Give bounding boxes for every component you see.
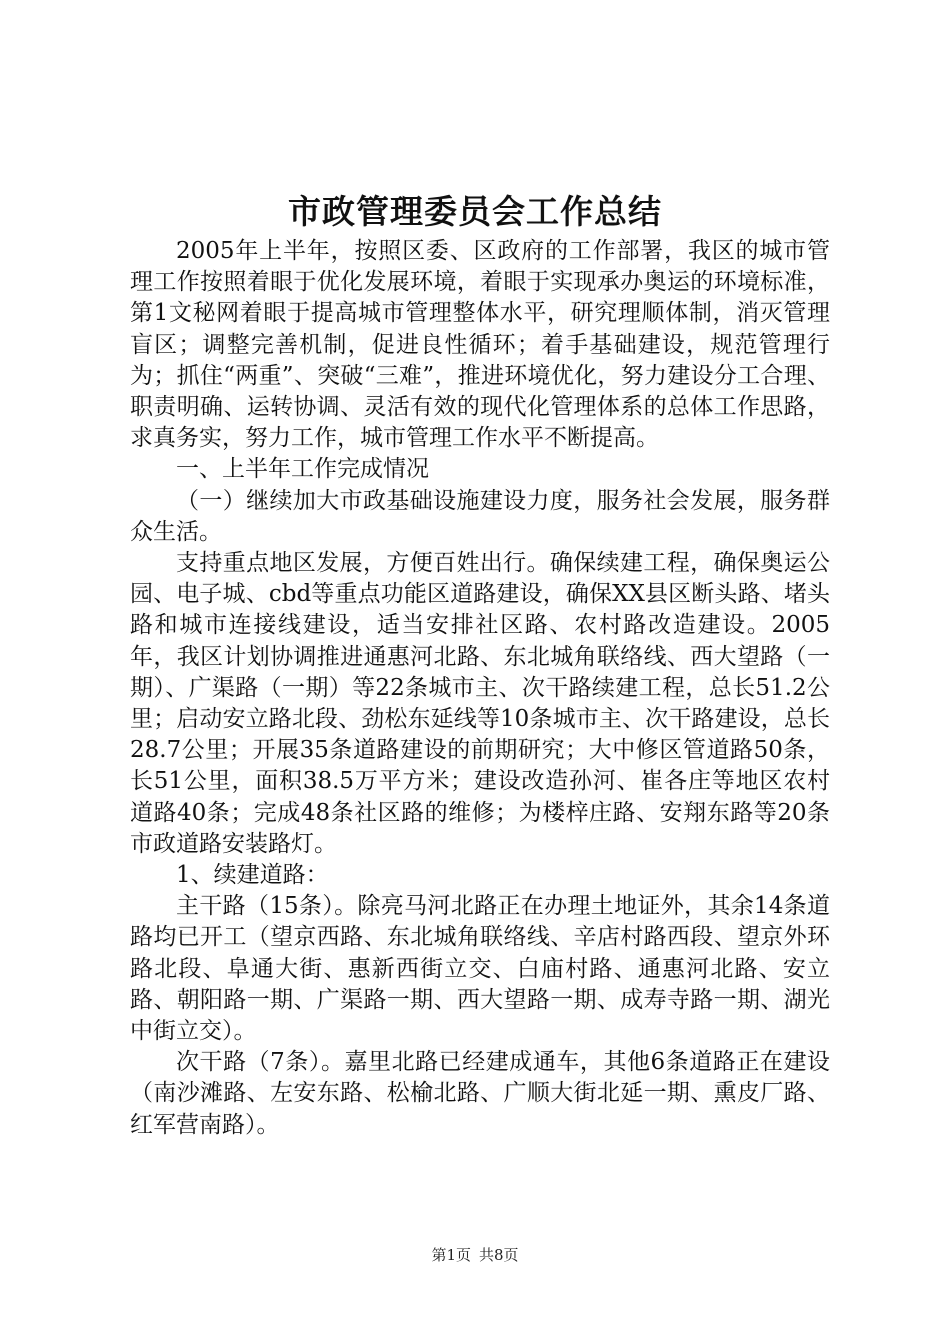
list-heading: 1、续建道路： xyxy=(176,862,329,889)
page-total: 共8页 xyxy=(479,1246,519,1264)
document-body xyxy=(130,236,830,1141)
subsection-heading: （一）继续加大市政基础设施建设力度，服务社会发展，服务群众生活。 xyxy=(130,487,830,545)
page-footer xyxy=(0,1244,950,1265)
section-heading: 一、上半年工作完成情况 xyxy=(176,456,429,483)
document-title: 市政管理委员会工作总结 xyxy=(288,192,662,231)
page-number: 第1页 xyxy=(431,1246,471,1264)
intro-paragraph: 2005年上半年，按照区委、区政府的工作部署，我区的城市管理工作按照着眼于优化发展环境，着眼于实现承办奥运的环境标准，第1文秘网着眼于提高城市管理整体水平，研究理顺体制，消灭管理盲区；调整完善机制，促进良性循环；着手基础建设，规范管理行为；抓住“两重”、突破“三难”，推进环境优化，努力建设分工合理、职责明确、运转协调、灵活有效的现代化管理体系的总体工作思路，求真务实，努力工作，城市管理工作水平不断提高。 xyxy=(130,238,830,452)
body-paragraph: 支持重点地区发展，方便百姓出行。确保续建工程，确保奥运公园、电子城、cbd等重点功能区道路建设，确保XX县区断头路、堵头路和城市连接线建设，适当安排社区路、农村路改造建设。2005年，我区计划协调推进通惠河北路、东北城角联络线、西大望路（一期）、广渠路（一期）等22条城市主、次干路续建工程，总长51.2公里；启动安立路北段、劲松东延线等10条城市主、次干路建设，总长28.7公里；开展35条道路建设的前期研究；大中修区管道路50条，长51公里，面积38.5万平方米；建设改造孙河、崔各庄等地区农村道路40条；完成48条社区路的维修；为楼梓庄路、安翔东路等20条市政道路安装路灯。 xyxy=(130,550,830,857)
body-paragraph: 次干路（7条）。嘉里北路已经建成通车，其他6条道路正在建设（南沙滩路、左安东路、松榆北路、广顺大街北延一期、熏皮厂路、红军营南路）。 xyxy=(130,1049,830,1138)
body-paragraph: 主干路（15条）。除亮马河北路正在办理土地证外，其余14条道路均已开工（望京西路、东北城角联络线、辛店村路西段、望京外环路北段、阜通大街、惠新西街立交、白庙村路、通惠河北路、安立路、朝阳路一期、广渠路一期、西大望路一期、成寿寺路一期、湖光中街立交）。 xyxy=(130,893,830,1045)
